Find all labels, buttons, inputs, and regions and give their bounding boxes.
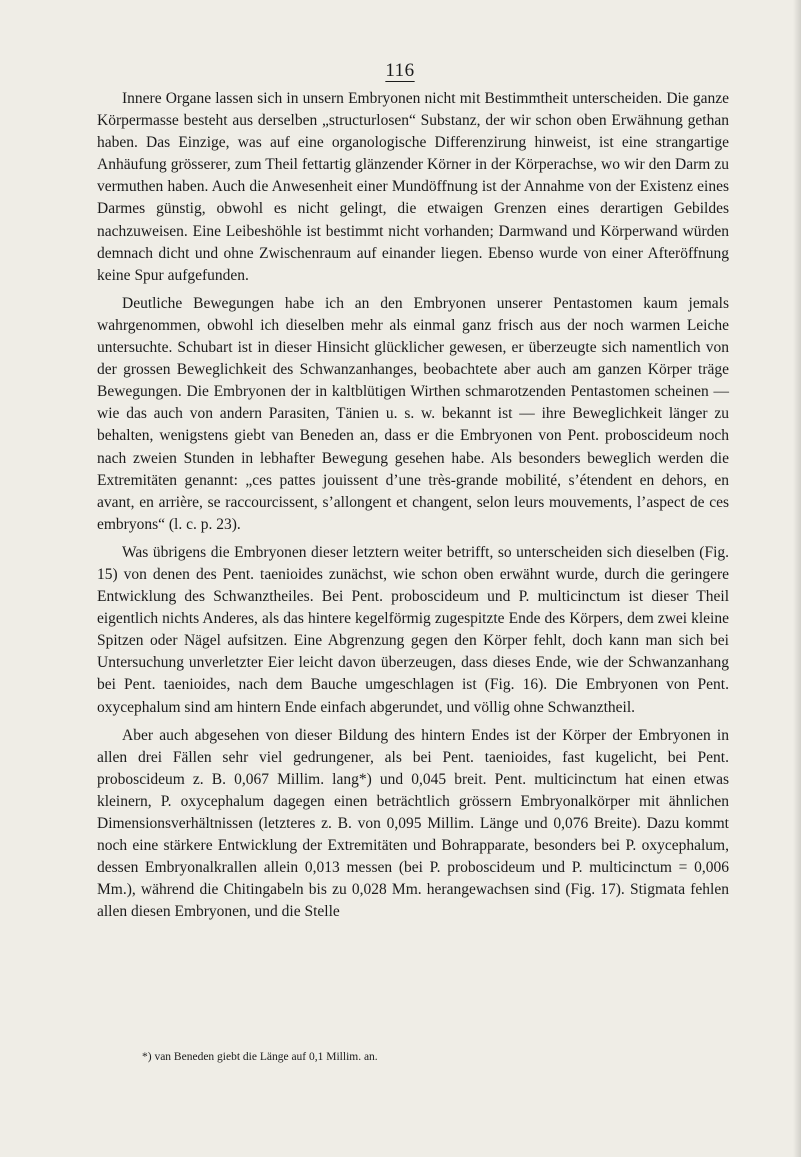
paragraph-4: Aber auch abgesehen von dieser Bildung des hintern Endes ist der Körper der Embryonen in allen drei Fällen sehr viel gedrungener, als bei Pent. taenioides, fast kugelicht, bei Pent. proboscideum z. B. 0,067 Millim. lang*) und 0,045 breit. Pent. multicinctum hat einen etwas kleinern, P. oxycephalum dagegen einen beträchtlich grössern Embryonalkörper mit ähnlichen Dimensionsverhältnissen (letzteres z. B. von 0,095 Millim. Länge und 0,076 Breite). Dazu kommt noch eine stärkere Entwicklung der Extremitäten und Bohrapparate, besonders bei P. oxycephalum, dessen Embryonalkrallen allein 0,013 messen (bei P. proboscideum und P. multicinctum = 0,006 Mm.), während die Chitingabeln bis zu 0,028 Mm. herangewachsen sind (Fig. 17). Stigmata fehlen allen diesen Embryonen, und die Stelle [97,726,729,921]
page-number: 116 [385,60,415,81]
footnote: *) van Beneden giebt die Länge auf 0,1 Millim. an. [142,1051,378,1063]
page-edge-shadow [793,0,801,1157]
body-text [97,88,729,923]
paragraph-3: Was übrigens die Embryonen dieser letztern weiter betrifft, so unterscheiden sich dieselben (Fig. 15) von denen des Pent. taenioides zunächst, wie schon oben erwähnt wurde, durch die geringere Entwicklung des Schwanztheiles. Bei Pent. proboscideum und P. multicinctum ist dieser Theil eigentlich nichts Anderes, als das hintere kegelförmig zugespitzte Ende des Körpers, dem zwei kleine Spitzen oder Nägel aufsitzen. Eine Abgrenzung gegen den Körper fehlt, doch kann man sich bei Untersuchung unverletzter Eier leicht davon überzeugen, dass dieses Ende, wie der Schwanzanhang bei Pent. taenioides, nach dem Bauche umgeschlagen ist (Fig. 16). Die Embryonen von Pent. oxycephalum sind am hintern Ende einfach abgerundet, und völlig ohne Schwanztheil. [97,543,729,716]
paragraph-1: Innere Organe lassen sich in unsern Embryonen nicht mit Bestimmtheit unterscheiden. Die ganze Körpermasse besteht aus derselben „structurlosen“ Substanz, der wir schon oben Erwähnung gethan haben. Das Einzige, was auf eine organologische Differenzirung hinweist, ist eine strangartige Anhäufung grösserer, zum Theil fettartig glänzender Körner in der Körperachse, wo wir den Darm zu vermuthen haben. Auch die Anwesenheit einer Mundöffnung ist der Annahme von der Existenz eines Darmes günstig, obwohl es nicht gelingt, die etwaigen Grenzen eines derartigen Gebildes nachzuweisen. Eine Leibeshöhle ist bestimmt nicht vorhanden; Darmwand und Körperwand würden demnach dicht und ohne Zwischenraum auf einander liegen. Ebenso wurde von einer Afteröffnung keine Spur aufgefunden. [97,90,729,284]
paragraph-2: Deutliche Bewegungen habe ich an den Embryonen unserer Pentastomen kaum jemals wahrgenommen, obwohl ich dieselben mehr als einmal ganz frisch aus der noch warmen Leiche untersuchte. Schubart ist in dieser Hinsicht glücklicher gewesen, er überzeugte sich namentlich von der grossen Beweglichkeit des Schwanzanhanges, beobachtete aber auch am ganzen Körper träge Bewegungen. Die Embryonen der in kaltblütigen Wirthen schmarotzenden Pentastomen scheinen — wie das auch von andern Parasiten, Tänien u. s. w. bekannt ist — ihre Beweglichkeit länger zu behalten, wenigstens giebt van Beneden an, dass er die Embryonen von Pent. proboscideum noch nach zweien Stunden in lebhafter Bewegung gesehen habe. Als besonders beweglich werden die Extremitäten genannt: „ces pattes jouissent d’une très-grande mobilité, s’étendent en dehors, en avant, en arrière, se raccourcissent, s’allongent et changent, selon leurs mouvements, l’aspect de ces embryons“ (l. c. p. 23). [97,294,729,533]
